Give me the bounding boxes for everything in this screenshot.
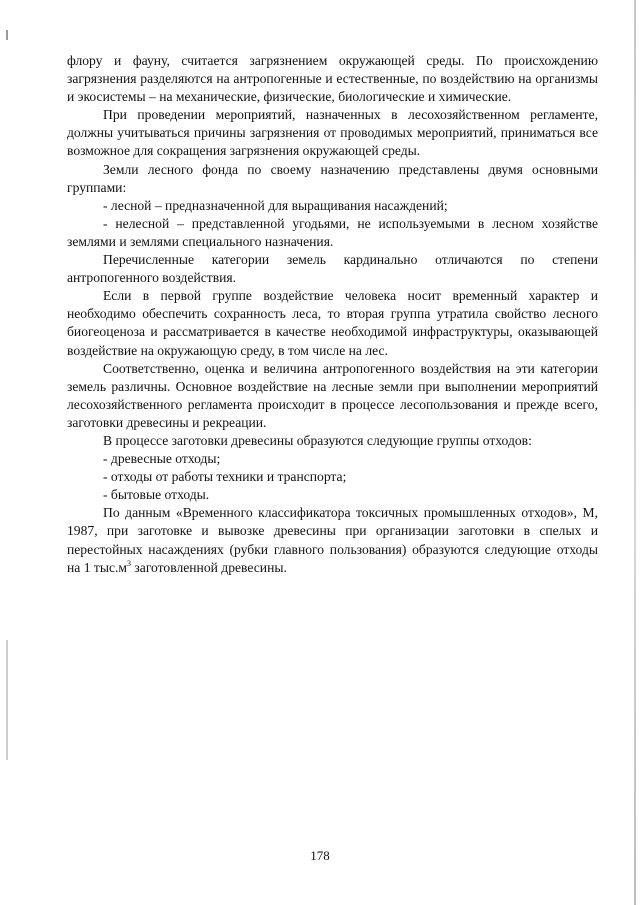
paragraph: При проведении мероприятий, назначенных в лесохозяйственном регламенте, должны учитываться причины загрязнения от проводимых мероприятий, приниматься все возможное для сокращения загрязнения окружающей среды. bbox=[67, 107, 598, 159]
paragraph-text: заготовленной древесины. bbox=[131, 559, 287, 575]
document-body bbox=[67, 52, 598, 577]
list-item: - бытовые отходы. bbox=[103, 487, 210, 503]
paragraph bbox=[67, 504, 598, 576]
paragraph-text: По данным «Временного классификатора токсичных промышленных отходов», М, 1987, при заготовке и вывозке древесины при организации заготовки в спелых и перестойных насаждениях (рубки главного пользования) образуются следующие отходы на 1 тыс.м bbox=[67, 505, 598, 575]
paragraph: флору и фауну, считается загрязнением окружающей среды. По происхождению загрязнения разделяются на антропогенные и естественные, по воздействию на организмы и экосистемы – на механические, физические, биологические и химические. bbox=[67, 53, 598, 105]
paragraph: Если в первой группе воздействие человека носит временный характер и необходимо обеспечить сохранность леса, то вторая группа утратила свойство лесного биогеоценоза и рассматривается в качестве необходимой инфраструктуры, оказывающей воздействие на окружающую среду, в том числе на лес. bbox=[67, 288, 598, 358]
list-item: - древесные отходы; bbox=[103, 451, 221, 467]
scan-edge-shadow bbox=[634, 0, 636, 905]
paragraph: Земли лесного фонда по своему назначению представлены двумя основными группами: bbox=[67, 161, 598, 195]
list-item: - нелесной – представленной угодьями, не используемыми в лесном хозяйстве землями и землями специального назначения. bbox=[67, 215, 598, 249]
paragraph: Соответственно, оценка и величина антропогенного воздействия на эти категории земель различны. Основное воздействие на лесные земли при выполнении мероприятий лесохозяйственного регламента происходит в процессе лесопользования и прежде всего, заготовки древесины и рекреации. bbox=[67, 360, 598, 430]
list-item: - отходы от работы техники и транспорта; bbox=[103, 469, 347, 485]
list-item: - лесной – предназначенной для выращивания насаждений; bbox=[103, 197, 448, 213]
scan-edge-mark bbox=[6, 640, 8, 760]
superscript: 3 bbox=[127, 558, 132, 568]
paragraph: Перечисленные категории земель кардинально отличаются по степени антропогенного воздействия. bbox=[67, 252, 598, 286]
scan-edge-mark bbox=[6, 30, 8, 40]
page-number: 178 bbox=[310, 848, 330, 863]
paragraph: В процессе заготовки древесины образуются следующие группы отходов: bbox=[103, 432, 532, 448]
